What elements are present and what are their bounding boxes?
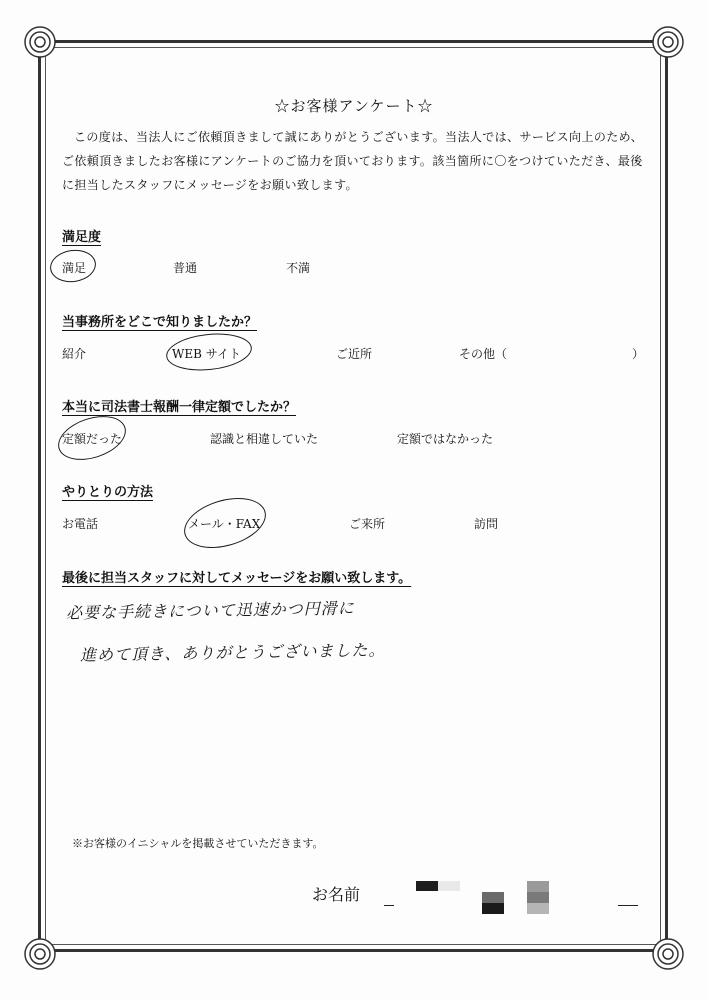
message-heading: 最後に担当スタッフに対してメッセージをお願い致します。 [62, 571, 412, 586]
redacted-name-block [416, 881, 438, 891]
option-mail-fax[interactable]: メール・FAX [188, 517, 261, 531]
redacted-name-block [527, 881, 549, 892]
name-underline-start [384, 905, 394, 906]
option-neighborhood[interactable]: ご近所 [336, 347, 373, 361]
option-other[interactable]: その他（ [459, 347, 508, 361]
option-flat-fee-yes[interactable]: 定額だった [62, 432, 123, 446]
option-referral[interactable]: 紹介 [62, 347, 87, 361]
corner-ornament-icon [23, 25, 57, 59]
option-flat-fee-different[interactable]: 認識と相違していた [210, 432, 319, 446]
name-underline-end [618, 905, 638, 906]
redacted-name-block [527, 892, 549, 903]
option-phone[interactable]: お電話 [62, 517, 99, 531]
handwritten-message-line-2: 進めて頂き、ありがとうございました。 [79, 640, 386, 665]
survey-intro: この度は、当法人にご依頼頂きまして誠にありがとうございます。当法人では、サービス向上のため、ご依頼頂きましたお客様にアンケートのご協力を頂いております。該当箇所に〇をつけていただき、最後に担当したスタッフにメッセージをお願い致します。 [62, 130, 643, 192]
option-dissatisfied[interactable]: 不満 [286, 261, 311, 275]
name-label: お名前 [312, 885, 361, 904]
corner-ornament-icon [651, 25, 685, 59]
option-satisfied[interactable]: 満足 [62, 261, 87, 275]
question-referral-heading: 当事務所をどこで知りましたか？ [62, 315, 258, 330]
corner-ornament-icon [23, 937, 57, 971]
option-visit-office[interactable]: ご来所 [349, 517, 386, 531]
option-average[interactable]: 普通 [173, 261, 198, 275]
redacted-name-block [482, 903, 504, 914]
option-flat-fee-no[interactable]: 定額ではなかった [397, 432, 494, 446]
redacted-name-block [527, 903, 549, 914]
survey-title: ☆お客様アンケート☆ [274, 97, 434, 115]
initials-notice: ※お客様のイニシャルを掲載させていただきます。 [72, 837, 324, 850]
option-other-close-paren: ） [632, 347, 645, 361]
redacted-name-block [482, 892, 504, 903]
redacted-name-block [438, 881, 460, 891]
option-website[interactable]: WEB サイト [172, 347, 241, 361]
handwritten-message-line-1: 必要な手続きについて迅速かつ円滑に [65, 598, 355, 623]
question-contact-method-heading: やりとりの方法 [62, 485, 154, 500]
question-flat-fee-heading: 本当に司法書士報酬一律定額でしたか？ [62, 400, 297, 415]
question-satisfaction-heading: 満足度 [62, 230, 102, 245]
option-home-visit[interactable]: 訪問 [474, 517, 499, 531]
corner-ornament-icon [651, 937, 685, 971]
